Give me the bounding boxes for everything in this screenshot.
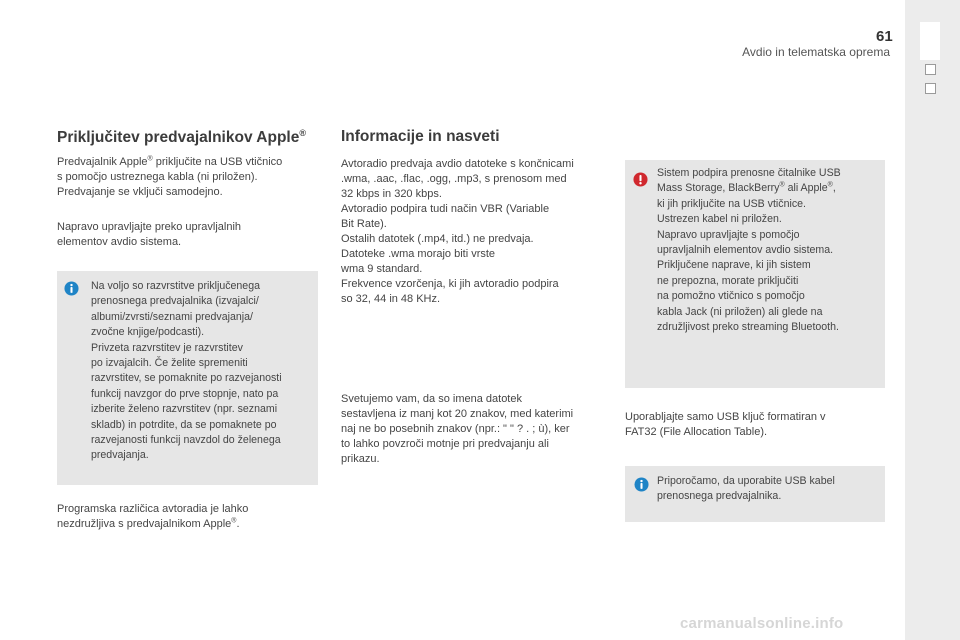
apple-connect-paragraph <box>57 155 282 200</box>
text-line: po izvajalcih. Če želite spremeniti <box>91 357 248 370</box>
text-line: Privzeta razvrstitev je razvrstitev <box>91 341 243 354</box>
usb-warning-note <box>625 160 885 388</box>
filenames-paragraph <box>341 392 573 467</box>
text-line: razvejanosti funkcij navzdol do želenega <box>91 434 281 447</box>
section-title: Avdio in telematska oprema <box>742 45 890 59</box>
warning-icon <box>633 172 648 187</box>
text-line: Avtoradio podpira tudi način VBR (Variable <box>341 203 550 215</box>
text-line: predvajanja. <box>91 449 149 462</box>
text-line: Predvajanje se vključi samodejno. <box>57 186 223 198</box>
text-line: 32 kbps in 320 kbps. <box>341 188 442 200</box>
info-icon <box>634 477 649 492</box>
text-line: prenosnega predvajalnika. <box>657 490 782 503</box>
text-line: Ostalih datotek (.mp4, itd.) ne predvaja. <box>341 233 534 245</box>
registered-mark: ® <box>779 181 785 189</box>
fat32-paragraph <box>625 410 826 440</box>
text-line: Priključene naprave, ki jih sistem <box>657 259 811 272</box>
text-line: Napravo upravljajte s pomočjo <box>657 228 800 241</box>
text-line: skladb) in potrdite, da se pomaknete po <box>91 418 277 431</box>
text-line: to lahko povzroči motnje pri predvajanju ali <box>341 438 549 450</box>
usb-cable-info-text <box>657 474 835 505</box>
text-line: Avtoradio predvaja avdio datoteke s končnicami <box>341 158 574 170</box>
info-tips-heading: Informacije in nasveti <box>341 128 500 145</box>
chapter-tab-sidebar <box>905 0 960 640</box>
usb-warning-text <box>657 166 841 335</box>
text-line: funkcij navzgor do prve stopnje, nato pa <box>91 387 279 400</box>
text-line: Frekvence vzorčenja, ki jih avtoradio podpira <box>341 278 559 290</box>
registered-mark: ® <box>299 128 306 138</box>
text-line: Predvajalnik Apple® priključite na USB vtičnico <box>57 155 283 168</box>
text-line: Sistem podpira prenosne čitalnike USB <box>657 167 841 179</box>
apple-control-paragraph <box>57 220 241 250</box>
sorting-info-note <box>57 271 318 485</box>
text-line: Mass Storage, BlackBerry® ali Apple®, <box>657 181 836 195</box>
text-line: Bit Rate). <box>341 218 387 230</box>
usb-cable-info-note <box>625 466 885 522</box>
text-line: FAT32 (File Allocation Table). <box>625 426 768 438</box>
text-line: albumi/zvrsti/seznami predvajanja/ <box>91 310 253 323</box>
text-line: združljivost preko streaming Bluetooth. <box>657 321 839 334</box>
apple-players-heading <box>57 128 306 147</box>
chapter-tab <box>925 83 936 94</box>
text-line: Ustrezen kabel ni priložen. <box>657 213 782 226</box>
page-number: 61 <box>876 28 893 45</box>
chapter-tab <box>925 64 936 75</box>
text-line: wma 9 standard. <box>341 263 423 275</box>
formats-paragraph <box>341 157 574 307</box>
text-line: prikazu. <box>341 453 380 465</box>
text-line: Priporočamo, da uporabite USB kabel <box>657 475 835 487</box>
registered-mark: ® <box>231 517 237 525</box>
text-line: kabla Jack (ni priložen) ali glede na <box>657 305 823 318</box>
text-line: .wma, .aac, .flac, .ogg, .mp3, s prenosom med <box>341 173 567 185</box>
text-line: Svetujemo vam, da so imena datotek <box>341 393 522 405</box>
text-line: s pomočjo ustreznega kabla (ni priložen). <box>57 171 258 183</box>
chapter-tab-active <box>920 22 940 60</box>
text-line: zvočne knjige/podcasti). <box>91 326 205 339</box>
text-line: Datoteke .wma morajo biti vrste <box>341 248 496 260</box>
text-line: Uporabljajte samo USB ključ formatiran v <box>625 411 826 423</box>
text-line: razvrstitev, se pomaknite po razvejanosti <box>91 372 282 385</box>
registered-mark: ® <box>147 155 153 163</box>
text-line: na pomožno vtičnico s pomočjo <box>657 290 805 303</box>
text-line: ki jih priključite na USB vtičnice. <box>657 197 806 210</box>
sorting-info-text <box>91 279 282 464</box>
text-line: sestavljena iz manj kot 20 znakov, med katerimi <box>341 408 574 420</box>
text-line: upravljalnih elementov avdio sistema. <box>657 244 834 257</box>
text-line: Na voljo so razvrstitve priključenega <box>91 280 260 292</box>
text-line: elementov avdio sistema. <box>57 236 182 248</box>
text-line: nezdružljiva s predvajalnikom Apple®. <box>57 517 240 530</box>
watermark: carmanualsonline.info <box>680 615 844 632</box>
heading-text: Priključitev predvajalnikov Apple <box>57 129 300 147</box>
info-icon <box>64 281 79 296</box>
software-compat-paragraph <box>57 502 248 532</box>
text-line: Napravo upravljajte preko upravljalnih <box>57 221 242 233</box>
text-line: naj ne bo posebnih znakov (npr.: " " ? . ; ù), ker <box>341 423 570 435</box>
registered-mark: ® <box>827 181 833 189</box>
chapter-tab-marker <box>925 43 936 54</box>
text-line: izberite želeno razvrstitev (npr. seznami <box>91 403 278 416</box>
text-line: ne prepozna, morate priključiti <box>657 274 799 287</box>
text-line: prenosnega predvajalnika (izvajalci/ <box>91 295 259 308</box>
text-line: so 32, 44 in 48 KHz. <box>341 293 441 305</box>
text-line: Programska različica avtoradia je lahko <box>57 503 249 515</box>
